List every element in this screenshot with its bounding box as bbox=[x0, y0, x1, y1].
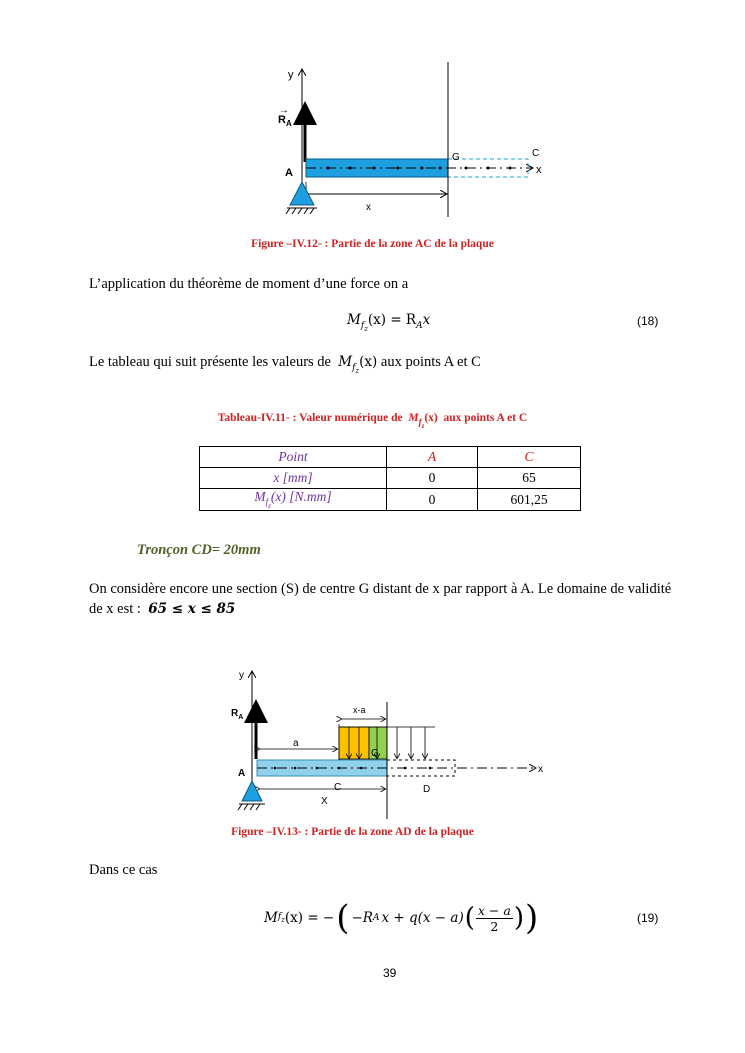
g-label: G bbox=[452, 152, 460, 163]
x-axis-label: x bbox=[536, 164, 542, 176]
table-row-label-x: x [mm] bbox=[200, 468, 387, 489]
figure-iv13-caption: Figure –IV.13- : Partie de la zone AD de la plaque bbox=[231, 826, 474, 838]
vector-arrow-mark: → bbox=[279, 105, 289, 116]
paragraph-table-intro: Le tableau qui suit présente les valeurs de $M_{f_z}(x)$ aux points A et C bbox=[89, 354, 481, 375]
section-title-troncon-cd: Tronçon CD= 20mm bbox=[137, 542, 261, 558]
d-label: D bbox=[423, 784, 431, 795]
table-row bbox=[200, 489, 581, 511]
ra-label: $R_A$ bbox=[231, 708, 244, 721]
table-header-point: Point bbox=[200, 447, 387, 468]
y-label: y bbox=[239, 670, 244, 681]
g-label: G bbox=[371, 748, 379, 759]
x-dimension-label: x bbox=[366, 202, 371, 213]
equation-19-number: (19) bbox=[637, 911, 659, 925]
a-label: A bbox=[285, 167, 293, 179]
x-dimension-label: X bbox=[321, 796, 328, 807]
y-label: y bbox=[288, 69, 294, 81]
paragraph-in-this-case: Dans ce cas bbox=[89, 862, 158, 878]
equation-18: $M_{f_z}(x) = R_Ax$ bbox=[347, 312, 431, 333]
table-cell: 0 bbox=[387, 468, 478, 489]
c-label: C bbox=[532, 148, 540, 159]
table-row-label-moment: $M_{f_z}(x)$ [N.mm] bbox=[200, 489, 387, 511]
a-label: A bbox=[238, 768, 246, 779]
table-header-c: C bbox=[478, 447, 581, 468]
table-header-a: A bbox=[387, 447, 478, 468]
page-number: 39 bbox=[383, 966, 397, 980]
c-label: C bbox=[334, 782, 342, 793]
table-row bbox=[200, 468, 581, 489]
fixed-support bbox=[242, 781, 262, 801]
x-minus-a-label: x-a bbox=[353, 705, 366, 715]
table-header-row bbox=[200, 447, 581, 468]
figure-iv12-caption: Figure –IV.12- : Partie de la zone AC de la plaque bbox=[251, 238, 494, 250]
paragraph-section-description: On considère encore une section (S) de centre G distant de x par rapport à A. Le domaine de validité bbox=[89, 581, 672, 597]
load-block-orange bbox=[339, 727, 369, 759]
paragraph-validity-domain: de x est : 65 ≤ x ≤ 85 bbox=[89, 601, 236, 617]
a-dim-label: a bbox=[293, 738, 299, 749]
equation-19: M $f_z$ (x) = − ( −R A x + q(x − a) ( x − a 2 ) ) bbox=[264, 898, 539, 938]
figure-iv12 bbox=[270, 62, 560, 230]
table-cell: 601,25 bbox=[478, 489, 581, 511]
support-hatching bbox=[286, 208, 314, 214]
table-iv11-caption: Tableau-IV.11- : Valeur numérique de $M_{f_z}(x)$ aux points A et C bbox=[217, 412, 528, 430]
values-table bbox=[199, 446, 581, 511]
ra-label: $R_A$ bbox=[278, 114, 292, 128]
figure-iv13 bbox=[225, 664, 555, 824]
support-hatching bbox=[238, 804, 260, 810]
paragraph-moment-intro: L’application du théorème de moment d’une force on a bbox=[89, 276, 409, 292]
table-cell: 65 bbox=[478, 468, 581, 489]
table-cell: 0 bbox=[387, 489, 478, 511]
x-axis-label: x bbox=[538, 764, 543, 775]
equation-18-number: (18) bbox=[637, 314, 659, 328]
